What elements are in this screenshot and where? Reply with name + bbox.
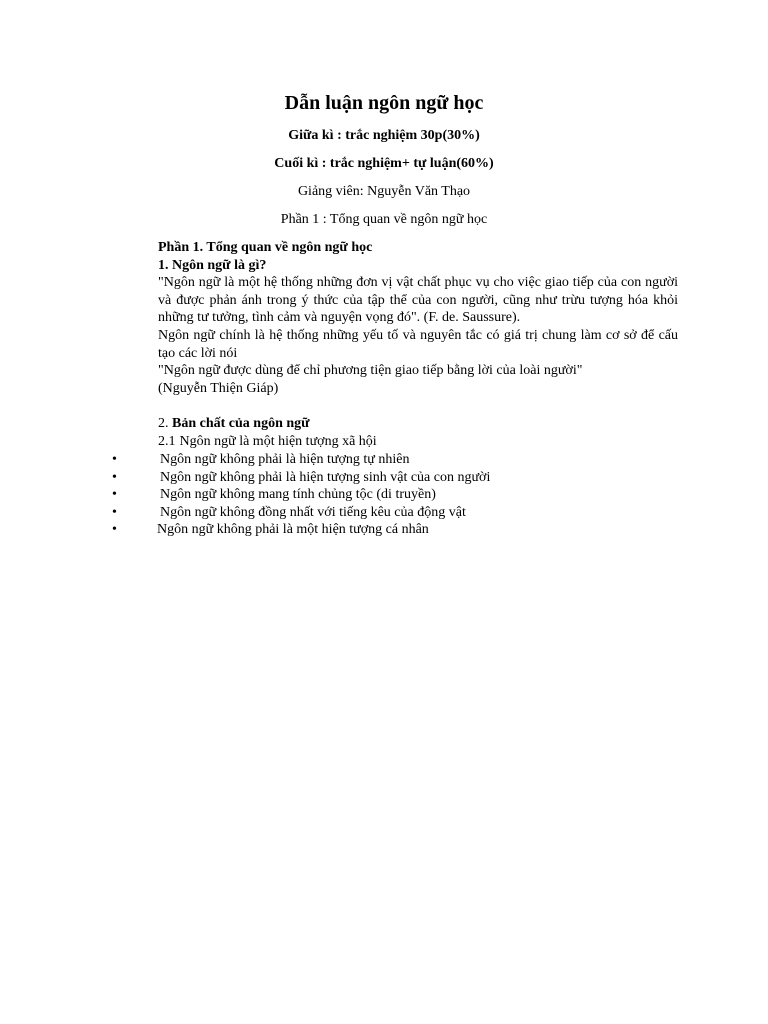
list-item — [0, 469, 768, 487]
list-item-text: Ngôn ngữ không phải là hiện tượng tự nhiên — [160, 452, 410, 467]
section-2-heading-line — [158, 415, 678, 433]
giap-quote-author: (Nguyễn Thiện Giáp) — [158, 380, 279, 396]
list-item — [0, 521, 768, 539]
section-2-heading: Bản chất của ngôn ngữ — [172, 415, 310, 431]
part-subtitle: Phần 1 : Tổng quan về ngôn ngữ học — [280, 212, 488, 227]
list-item — [0, 451, 768, 469]
question-heading: 1. Ngôn ngữ là gì? — [158, 257, 267, 273]
subsection-2-1-number: 2.1 — [158, 433, 176, 449]
bullet-icon: • — [112, 504, 117, 520]
subsection-2-1-heading: Ngôn ngữ là một hiện tượng xã hội — [179, 433, 377, 449]
bullet-icon: • — [112, 522, 117, 538]
list-item-text: Ngôn ngữ không phải là một hiện tượng cá nhân — [157, 522, 429, 538]
section-2-number: 2. — [158, 415, 169, 431]
saussure-quote: "Ngôn ngữ là một hệ thống những đơn vị vật chất phục vụ cho việc giao tiếp của con người và được phản ánh trong ý thức của tập thể của con người, cũng như trừu tượng hóa khỏi những tư tưởng, tình cảm và nguyện vọng đó". (F. de. Saussure). — [158, 275, 678, 326]
final-exam-info: Cuối kì : trắc nghiệm+ tự luận(60%) — [274, 156, 494, 171]
list-item-text: Ngôn ngữ không đồng nhất với tiếng kêu của động vật — [160, 504, 466, 520]
bullet-list — [0, 451, 768, 539]
list-item-text: Ngôn ngữ không mang tính chủng tộc (di truyền) — [160, 487, 436, 503]
lecturer-name: Giảng viên: Nguyễn Văn Thạo — [297, 184, 471, 199]
list-item-text: Ngôn ngữ không phải là hiện tượng sinh vật của con người — [160, 469, 491, 485]
subsection-2-1 — [158, 433, 678, 451]
bullet-icon: • — [112, 452, 117, 467]
language-definition: Ngôn ngữ chính là hệ thống những yếu tố và nguyên tắc có giá trị chung làm cơ sở để cấu tạo các lời nói — [158, 327, 678, 361]
list-item — [0, 504, 768, 522]
section-1 — [158, 239, 678, 450]
section-1-heading: Phần 1. Tổng quan về ngôn ngữ học — [158, 240, 373, 255]
blank-line — [158, 397, 678, 415]
list-item — [0, 486, 768, 504]
bullet-icon: • — [112, 487, 117, 503]
document-title: Dẫn luận ngôn ngữ học — [284, 92, 484, 114]
bullet-icon: • — [112, 469, 117, 485]
midterm-info: Giữa kì : trắc nghiệm 30p(30%) — [288, 128, 480, 143]
giap-quote: "Ngôn ngữ được dùng để chỉ phương tiện giao tiếp bằng lời của loài người" — [158, 363, 583, 379]
